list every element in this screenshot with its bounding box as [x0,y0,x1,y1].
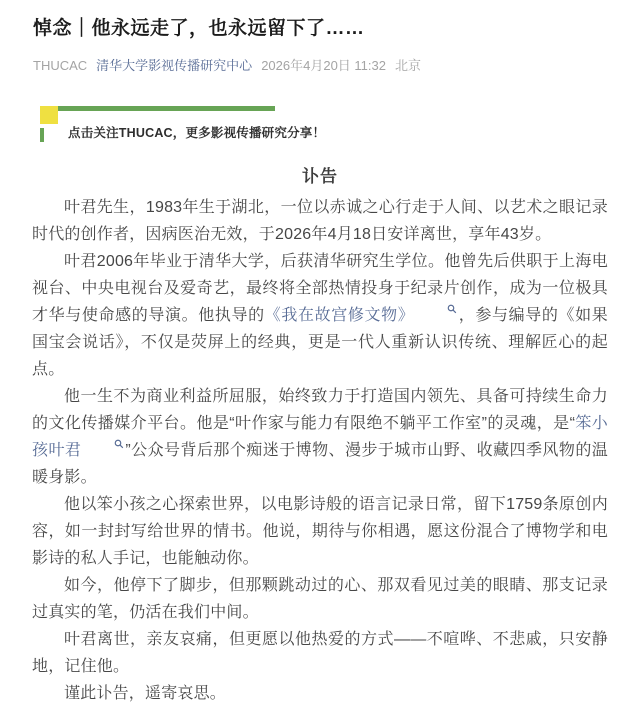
article-paragraph [32,194,608,248]
banner-green-line-decoration [58,106,275,111]
follow-banner[interactable] [40,105,340,142]
paragraph-text: 他一生不为商业利益所屈服，始终致力于打造国内领先、具备可持续生命力的文化传播媒介平台。他是“叶作家与能力有限绝不躺平工作室”的灵魂，是“ [32,388,608,432]
search-icon [415,304,457,314]
search-icon [82,439,124,449]
article-body [32,194,608,707]
publish-location: 北京 [394,58,421,73]
account-name-link[interactable]: 清华大学影视传播研究中心 [96,58,253,73]
paragraph-text: ，参与编导的《如果国宝会说话》，不仅是荧屏上的经典，更是一代人重新认识传统、理解匠心的起点。 [32,307,608,378]
article-paragraph [32,248,608,383]
paragraph-text: 他以笨小孩之心探索世界，以电影诗般的语言记录日常，留下1759条原创内容，如一封封写给世界的情书。他说，期待与你相遇，愿这份混合了博物学和电影诗的私人手记，也能触动你。 [32,496,608,567]
paragraph-text: 叶君2006年毕业于清华大学，后获清华研究生学位。他曾先后供职于上海电视台、中央电视台及爱奇艺，最终将全部热情投身于纪录片创作，成为一位极具才华与使命感的导演。他执导的 [32,253,608,324]
banner-green-tick-decoration [40,128,44,142]
article-page [0,16,640,702]
article-search-link[interactable]: 《我在故宫修文物》 [265,307,459,324]
article-paragraph [32,383,608,491]
article-paragraph [32,491,608,572]
paragraph-text: ”公众号背后那个痴迷于博物、漫步于城市山野、收藏四季风物的温暖身影。 [32,442,608,486]
account-id: THUCAC [33,58,88,73]
article-title: 悼念｜他永远走了，也永远留下了…… [33,18,365,39]
paragraph-text: 如今，他停下了脚步，但那颗跳动过的心、那双看见过美的眼睛、那支记录过真实的笔，仍活在我们中间。 [32,577,608,621]
paragraph-text: 叶君离世，亲友哀痛，但更愿以他热爱的方式——不喧哗、不悲戚，只安静地，记住他。 [32,631,608,675]
paragraph-text: 叶君先生，1983年生于湖北，一位以赤诚之心行走于人间、以艺术之眼记录时代的创作者，因病医治无效，于2026年4月18日安详离世，享年43岁。 [32,199,608,243]
paragraph-text: 谨此讣告，遥寄哀思。 [64,685,227,702]
byline [33,55,607,74]
article-paragraph [32,626,608,680]
obituary-heading: 讣告 [302,167,338,186]
article-paragraph [32,680,608,707]
article-search-link[interactable]: 笨小孩叶君 [32,415,608,459]
follow-banner-label: 点击关注THUCAC，更多影视传播研究分享！ [68,126,326,140]
article-paragraph [32,572,608,626]
banner-yellow-square-decoration [40,106,58,124]
publish-date: 2026年4月20日 11:32 [261,58,386,73]
